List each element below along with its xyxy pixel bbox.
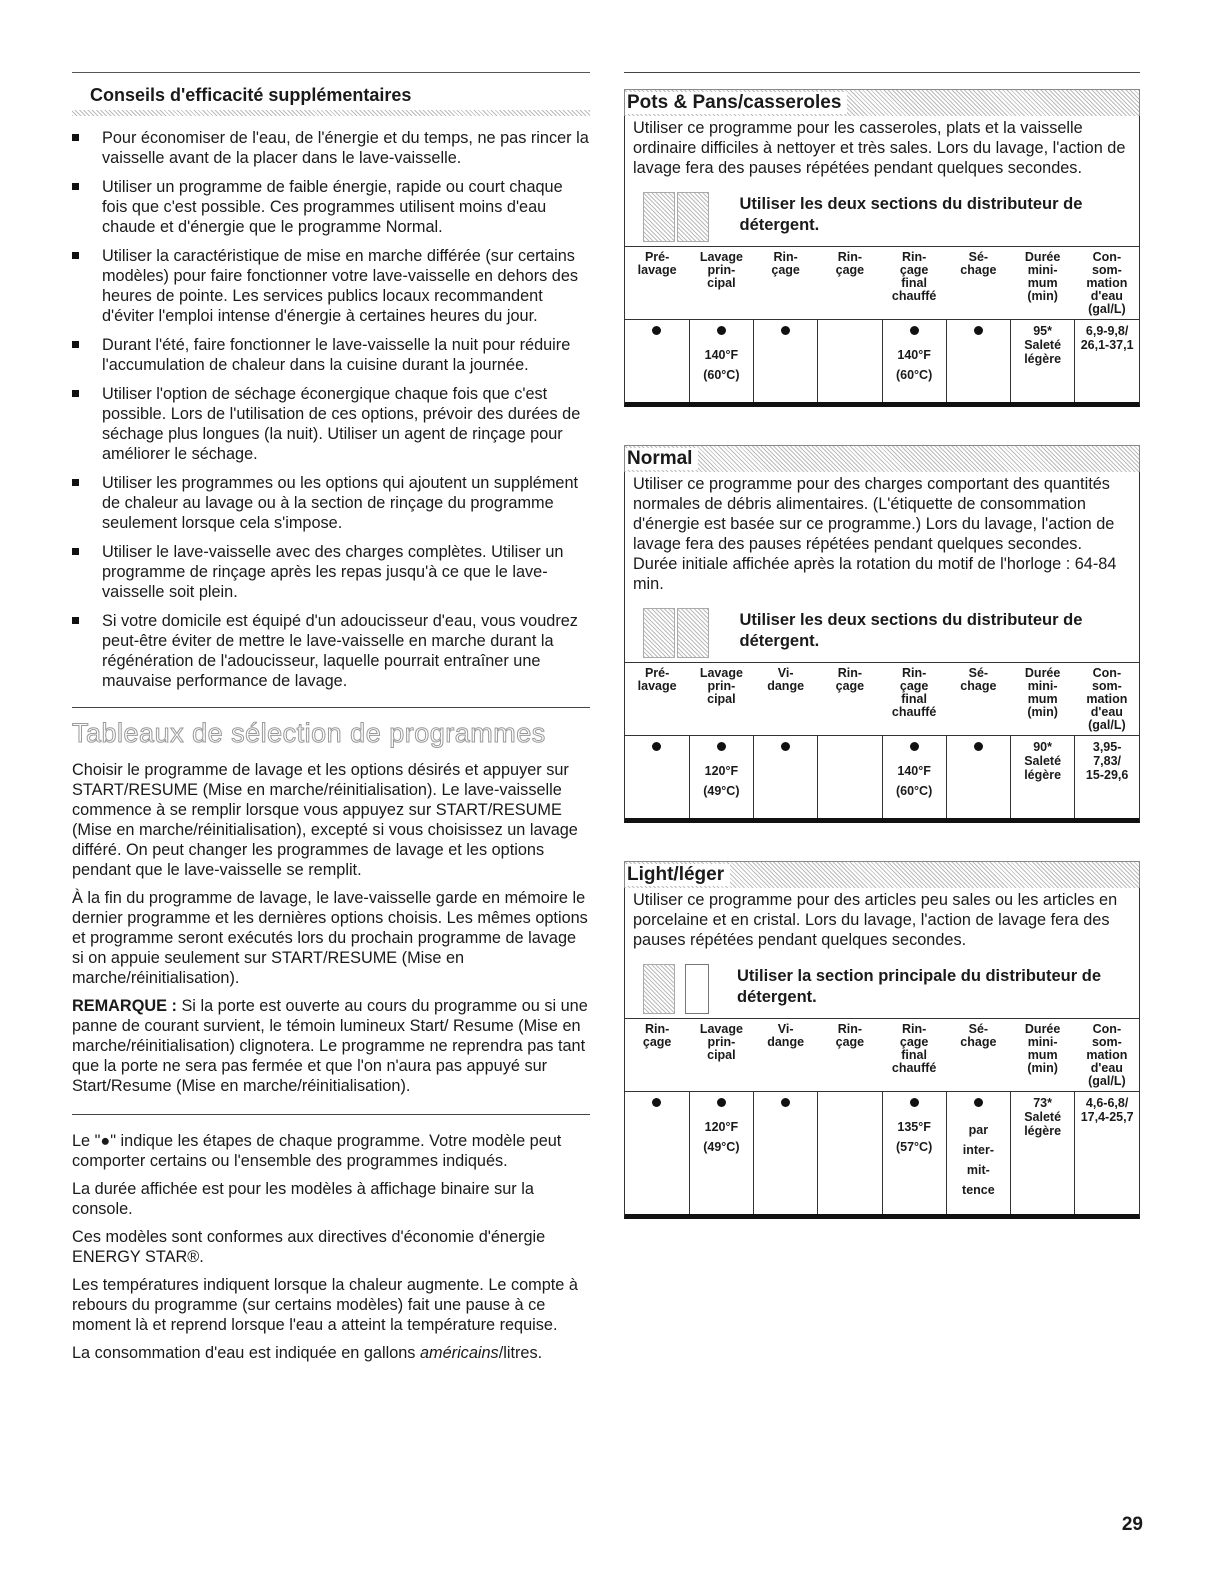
- detergent-text: Utiliser la section principale du distributeur de détergent.: [737, 967, 1101, 1006]
- column-header: Lavage prin- cipal: [689, 1019, 753, 1092]
- divider: [72, 707, 590, 708]
- list-item: Si votre domicile est équipé d'un adoucisseur d'eau, vous voudrez peut-être éviter de mettre le lave-vaisselle en marche durant la régénération de l'adoucisseur, laquelle pourrait entraîner une mauvaise performance de lavage.: [72, 611, 590, 691]
- cycle-description: Utiliser ce programme pour les casseroles, plats et la vaisselle ordinaire difficiles à nettoyer et très sales. Lors du lavage, l'action de lavage fera des pauses répétées pendant quelques secondes.: [633, 119, 1126, 177]
- detergent-instruction: [625, 598, 1139, 662]
- temp-c: (60°C): [895, 784, 933, 798]
- step-dot-icon: [910, 1098, 919, 1107]
- duration-cell: 95* Saleté légère: [1011, 320, 1075, 403]
- cycle-normal: [624, 445, 1140, 823]
- table-row: [625, 320, 1139, 403]
- cycle-box: [624, 888, 1140, 1219]
- detergent-instruction: [625, 954, 1139, 1018]
- column-header: Rin- çage: [818, 247, 882, 320]
- step-dot-icon: [717, 742, 726, 751]
- bullet-icon: [72, 617, 79, 624]
- cycle-header: [624, 861, 1140, 888]
- column-header: Con- som- mation d'eau (gal/L): [1075, 247, 1139, 320]
- temp-f: 120°F: [704, 764, 739, 778]
- right-column: [624, 72, 1140, 1257]
- page-number: 29: [1121, 1514, 1143, 1535]
- list-item: Utiliser les programmes ou les options qui ajoutent un supplément de chaleur au lavage ou à la section de rinçage du programme seulement lorsque cela s'impose.: [72, 473, 590, 533]
- column-header: Durée mini- mum (min): [1011, 1019, 1075, 1092]
- column-header: Rin- çage final chauffé: [882, 247, 946, 320]
- column-header: Lavage prin- cipal: [689, 247, 753, 320]
- column-header: Rin- çage final chauffé: [882, 663, 946, 736]
- list-item: Pour économiser de l'eau, de l'énergie et du temps, ne pas rincer la vaisselle avant de la placer dans le lave-vaisselle.: [72, 128, 590, 168]
- temp-c: (49°C): [703, 784, 740, 798]
- temp-f: 140°F: [704, 348, 739, 362]
- bullet-icon: [72, 134, 79, 141]
- temp-f: 120°F: [704, 1120, 739, 1134]
- detergent-dispenser-icon: [643, 192, 703, 240]
- tips-list: [72, 128, 590, 691]
- cycle-header: [624, 89, 1140, 116]
- list-item: Utiliser le lave-vaisselle avec des charges complètes. Utiliser un programme de rinçage après les repas jusqu'à ce que le lave-vaisselle soit plein.: [72, 542, 590, 602]
- column-header: Durée mini- mum (min): [1011, 663, 1075, 736]
- step-dot-icon: [781, 742, 790, 751]
- column-header: Durée mini- mum (min): [1011, 247, 1075, 320]
- note-energy-star: Ces modèles sont conformes aux directives d'économie d'énergie ENERGY STAR®.: [72, 1228, 546, 1266]
- cycle-header: [624, 445, 1140, 472]
- temp-c: (60°C): [895, 368, 933, 382]
- duration-cell: 73* Saleté légère: [1011, 1092, 1075, 1215]
- divider: [72, 1114, 590, 1115]
- column-header: Sé- chage: [946, 247, 1010, 320]
- list-item: Durant l'été, faire fonctionner le lave-vaisselle la nuit pour réduire l'accumulation de chaleur dans la cuisine durant la journée.: [72, 335, 590, 375]
- column-header: Pré- lavage: [625, 247, 689, 320]
- section-title: Tableaux de sélection de programmes: [72, 718, 546, 748]
- intro-paragraph: Choisir le programme de lavage et les options désirés et appuyer sur START/RESUME (Mise en marche/réinitialisation). Le lave-vaisselle commence à se remplir lorsque vous appuyez sur START/RESUME (Mise en marche/réinitialisation), excepté si vous choisissez un lavage différé. On peut changer les programmes de lavage et les options pendant que le lave-vaisselle se remplit.: [72, 761, 578, 879]
- divider: [624, 72, 1140, 73]
- cycle-name: Light/léger: [625, 864, 730, 886]
- column-header: Vi- dange: [754, 1019, 818, 1092]
- detergent-instruction: [625, 182, 1139, 246]
- step-dot-icon: [717, 326, 726, 335]
- cycle-table: [625, 246, 1139, 402]
- temp-c: (60°C): [703, 368, 740, 382]
- step-dot-icon: [974, 1098, 983, 1107]
- cycle-table: [625, 1018, 1139, 1214]
- column-header: Vi- dange: [754, 663, 818, 736]
- table-header-row: [625, 1019, 1139, 1092]
- detergent-dispenser-icon: [643, 964, 701, 1012]
- step-dot-icon: [652, 742, 661, 751]
- cycle-box: [624, 116, 1140, 407]
- temp-c: (57°C): [895, 1140, 933, 1154]
- water-cell: 3,95- 7,83/ 15-29,6: [1085, 740, 1129, 782]
- dry-note: par inter- mit- tence: [962, 1123, 995, 1197]
- table-row: [625, 1092, 1139, 1215]
- step-dot-icon: [717, 1098, 726, 1107]
- cycle-description: Utiliser ce programme pour des charges comportant des quantités normales de débris alimentaires. (L'étiquette de consommation d'énergie est basée sur ce programme.) Lors du lavage, l'action de lavage fera des pauses répétées pendant quelques secondes. Durée initiale affichée après la rotation du motif de l'horloge : 64-84 min.: [633, 475, 1117, 593]
- table-header-row: [625, 247, 1139, 320]
- cycle-description: Utiliser ce programme pour des articles peu sales ou les articles en porcelaine et en cristal. Lors du lavage, l'action de lavage fera des pauses répétées pendant quelques secondes.: [633, 891, 1118, 949]
- column-header: Lavage prin- cipal: [689, 663, 753, 736]
- tips-heading: Conseils d'efficacité supplémentaires: [72, 72, 590, 110]
- detergent-text: Utiliser les deux sections du distributeur de détergent.: [739, 195, 1083, 234]
- step-dot-icon: [910, 742, 919, 751]
- column-header: Con- som- mation d'eau (gal/L): [1075, 1019, 1139, 1092]
- left-column: [72, 72, 590, 1371]
- temp-f: 135°F: [897, 1120, 931, 1134]
- column-header: Sé- chage: [946, 1019, 1010, 1092]
- column-header: Rin- çage: [818, 1019, 882, 1092]
- remark-paragraph: REMARQUE : Si la porte est ouverte au cours du programme ou si une panne de courant survient, le témoin lumineux Start/ Resume (Mise en marche/réinitialisation) clignotera. Le programme ne reprendra pas tant que la porte ne sera pas fermée et que l'on n'aura pas appuyé sur Start/Resume (Mise en marche/réinitialisation).: [72, 997, 588, 1095]
- step-dot-icon: [974, 742, 983, 751]
- bullet-icon: [72, 479, 79, 486]
- column-header: Rin- çage: [818, 663, 882, 736]
- column-header: Con- som- mation d'eau (gal/L): [1075, 663, 1139, 736]
- bullet-icon: [72, 390, 79, 397]
- step-dot-icon: [781, 1098, 790, 1107]
- column-header: Rin- çage final chauffé: [882, 1019, 946, 1092]
- column-header: Pré- lavage: [625, 663, 689, 736]
- temp-f: 140°F: [897, 764, 931, 778]
- cycle-name: Pots & Pans/casseroles: [625, 92, 847, 114]
- cycle-table: [625, 662, 1139, 818]
- table-header-row: [625, 663, 1139, 736]
- bullet-icon: [72, 183, 79, 190]
- note-water: La consommation d'eau est indiquée en gallons américains/litres.: [72, 1344, 543, 1362]
- temp-f: 140°F: [897, 348, 931, 362]
- column-header: Sé- chage: [946, 663, 1010, 736]
- note-duration: La durée affichée est pour les modèles à affichage binaire sur la console.: [72, 1180, 534, 1218]
- note-steps: Le "●" indique les étapes de chaque programme. Votre modèle peut comporter certains ou l'ensemble des programmes indiqués.: [72, 1132, 562, 1170]
- temp-c: (49°C): [703, 1140, 740, 1154]
- cycle-pots-pans: [624, 89, 1140, 407]
- step-dot-icon: [652, 1098, 661, 1107]
- cycle-name: Normal: [625, 448, 698, 470]
- step-dot-icon: [652, 326, 661, 335]
- detergent-dispenser-icon: [643, 608, 703, 656]
- memory-paragraph: À la fin du programme de lavage, le lave-vaisselle garde en mémoire le dernier programme et les dernières options choisis. Les mêmes options et programme seront exécutés lors du prochain programme de lavage si on appuie seulement sur START/RESUME (Mise en marche/réinitialisation).: [72, 889, 588, 987]
- detergent-text: Utiliser les deux sections du distributeur de détergent.: [739, 611, 1083, 650]
- list-item: Utiliser l'option de séchage éconergique chaque fois que c'est possible. Lors de l'utilisation de ces options, prévoir des durées de séchage plus longues (la nuit). Utiliser un agent de rinçage pour améliorer le séchage.: [72, 384, 590, 464]
- water-cell: 4,6-6,8/ 17,4-25,7: [1080, 1096, 1134, 1124]
- duration-cell: 90* Saleté légère: [1011, 736, 1075, 819]
- column-header: Rin- çage: [625, 1019, 689, 1092]
- cycle-light: [624, 861, 1140, 1219]
- bullet-icon: [72, 548, 79, 555]
- bullet-icon: [72, 341, 79, 348]
- step-dot-icon: [910, 326, 919, 335]
- step-dot-icon: [781, 326, 790, 335]
- water-cell: 6,9-9,8/ 26,1-37,1: [1080, 324, 1134, 352]
- column-header: Rin- çage: [754, 247, 818, 320]
- note-temperatures: Les températures indiquent lorsque la chaleur augmente. Le compte à rebours du programme (sur certains modèles) fait une pause à ce moment là et reprend lorsque l'eau a atteint la température requise.: [72, 1276, 578, 1334]
- heading-rule: [72, 110, 590, 116]
- list-item: Utiliser la caractéristique de mise en marche différée (sur certains modèles) pour faire fonctionner votre lave-vaisselle en dehors des heures de pointe. Les services publics locaux recommandent d'éviter l'emploi intense d'énergie à certaines heures du jour.: [72, 246, 590, 326]
- bullet-icon: [72, 252, 79, 259]
- list-item: Utiliser un programme de faible énergie, rapide ou court chaque fois que c'est possible. Ces programmes utilisent moins d'eau chaude et d'énergie que le programme Normal.: [72, 177, 590, 237]
- table-row: [625, 736, 1139, 819]
- cycle-box: [624, 472, 1140, 823]
- step-dot-icon: [974, 326, 983, 335]
